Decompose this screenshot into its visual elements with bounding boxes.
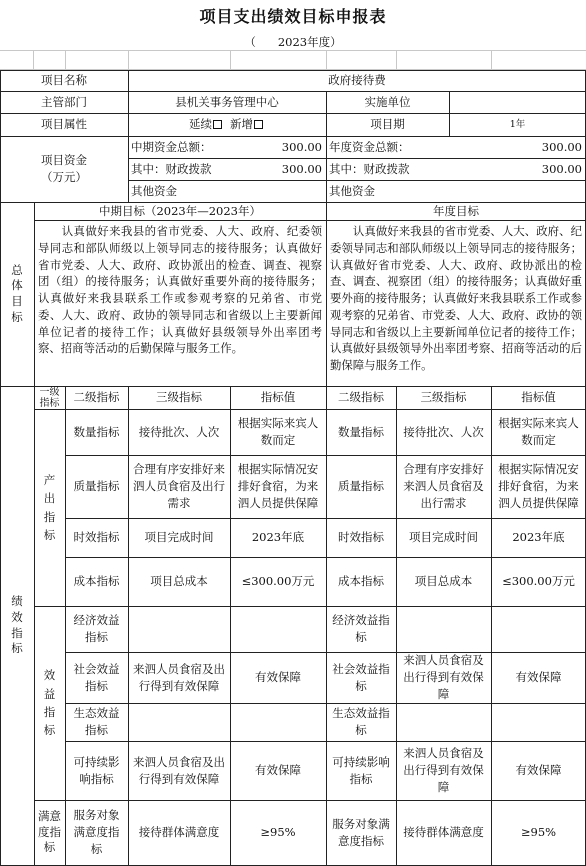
- project-name-value: 政府接待费: [328, 73, 386, 88]
- attr-continue-checkbox[interactable]: [213, 120, 222, 129]
- year-fiscal-value: 300.00: [541, 161, 582, 176]
- attr-continue-label: 延续: [189, 117, 212, 132]
- indicator-value-left: ≥95%: [260, 825, 296, 840]
- dept-value: 县机关事务管理中心: [175, 94, 279, 109]
- indicator-level2-left: 质量指标: [73, 479, 120, 494]
- indicator-level3-right: 合理有序安排好来泗人员食宿及出行需求: [403, 462, 484, 510]
- period-value: 1年: [509, 118, 526, 130]
- year-goal-text: 认真做好来我县的省市党委、人大、政府、纪委领导同志和部队师级以上领导同志的接待服务；认真做好省市党委、人大、政府、政协派出的检查、调查、视察团（组）的接待服务；认真做好重要外商的接待服务；认真做好来我县联系工作或参观考察的兄弟省、市党委、人大、政府、政协的领导同志和省级以上主要新闻单位记者的接待工作；认真做好县级领导外出率团考察、招商等活动的后勤保障与服务工作。: [330, 224, 582, 373]
- goals-side-label: [0, 202, 34, 386]
- indicator-level2-left: 社会效益指标: [73, 661, 120, 693]
- fund-label-line1: 项目资金: [41, 153, 87, 168]
- indicator-level3-left: 接待群体满意度: [138, 825, 220, 840]
- indicator-level2-right: 服务对象满意度指标: [332, 816, 390, 848]
- indicator-value-left: 有效保障: [255, 763, 301, 778]
- indicator-level2-left: 可持续影响指标: [73, 754, 120, 786]
- indicator-level3-left: 合理有序安排好来泗人员食宿及出行需求: [133, 462, 225, 510]
- attr-new-label: 新增: [230, 117, 253, 132]
- goals-side-char: 体: [11, 278, 23, 293]
- attr-new-checkbox[interactable]: [254, 120, 263, 129]
- indicator-value-right: [491, 606, 586, 652]
- other-mid-label: 其他资金: [131, 183, 177, 198]
- perf-side-char: 指: [11, 625, 23, 640]
- header-level2-left: 二级指标: [73, 390, 120, 405]
- indicator-level3-right: 项目完成时间: [409, 530, 478, 545]
- indicator-value-left: 2023年底: [251, 530, 305, 545]
- header-level3-right: 三级指标: [420, 390, 467, 405]
- period-label: 项目期: [370, 117, 405, 132]
- indicator-level2-right: 经济效益指标: [332, 613, 390, 644]
- indicator-value-left: [230, 703, 326, 741]
- indicator-level2-left: 成本指标: [73, 574, 120, 589]
- indicator-level3-right: 接待群体满意度: [403, 825, 484, 840]
- other-year-label: 其他资金: [329, 183, 375, 198]
- fund-label-line2: （万元）: [41, 170, 87, 184]
- indicator-level3-right: 接待批次、人次: [403, 424, 484, 439]
- indicator-level2-left: 服务对象满意度指标: [73, 808, 120, 856]
- year-line: [0, 33, 586, 51]
- indicator-value-left: 根据实际情况安排好食宿，为来泗人员提供保障: [237, 462, 319, 510]
- indicator-level3-right: 来泗人员食宿及出行得到有效保障: [403, 653, 484, 701]
- goals-side-char: 目: [11, 294, 23, 308]
- impl-value: [449, 91, 586, 113]
- year-text: 2023年度: [277, 34, 331, 49]
- fund-label: [0, 136, 128, 202]
- project-name-label: 项目名称: [41, 73, 87, 88]
- perf-side-char: 绩: [11, 594, 23, 609]
- year-goal-header: 年度目标: [433, 203, 479, 218]
- group-benefit: 效益指标: [43, 668, 56, 738]
- mid-fiscal-label: 其中：财政拨款: [131, 161, 212, 176]
- indicator-level3-left: [128, 606, 230, 652]
- page-title: 项目支出绩效目标申报表: [199, 6, 387, 26]
- indicator-value-left: 有效保障: [255, 670, 301, 685]
- indicator-value-right: 根据实际情况安排好食宿，为来泗人员提供保障: [498, 462, 579, 510]
- indicator-level2-left: 数量指标: [73, 424, 120, 439]
- header-value-right: 指标值: [521, 390, 556, 405]
- dept-label: 主管部门: [41, 94, 87, 109]
- year-total-label: 年度资金总额：: [329, 139, 410, 154]
- indicator-level2-left: 生态效益指标: [73, 706, 120, 737]
- indicator-value-right: 有效保障: [515, 670, 562, 685]
- indicator-value-left: 根据实际来宾人数而定: [237, 416, 319, 447]
- indicator-level2-right: 数量指标: [338, 424, 384, 439]
- indicator-value-right: ≤300.00万元: [502, 574, 575, 589]
- indicator-level2-right: 时效指标: [338, 530, 384, 545]
- perf-side-label: [0, 386, 34, 865]
- indicator-level2-right: 质量指标: [338, 479, 384, 494]
- indicator-level3-left: 项目总成本: [150, 574, 208, 589]
- mid-goal-text: 认真做好来我县的省市党委、人大、政府、纪委领导同志和部队师级以上领导同志的接待服务；认真做好省市党委、人大、政府、政协派出的检查、调查、视察团（组）的接待服务；认真做好重要外商的接待服务；认真做好来我县联系工作或参观考察的兄弟省、市党委、人大、政府、政协的领导同志和省级以上主要新闻单位记者的接待工作；认真做好县级领导外出率团考察、招商等活动的后勤保障与服务工作。: [38, 224, 322, 356]
- indicator-value-right: ≥95%: [520, 825, 557, 840]
- year-paren-close: ）: [330, 34, 342, 49]
- indicator-level3-right: 项目总成本: [414, 574, 473, 589]
- indicator-level2-left: 时效指标: [73, 530, 120, 545]
- indicator-value-right: 根据实际来宾人数而定: [498, 416, 579, 447]
- indicator-level3-left: 来泗人员食宿及出行得到有效保障: [133, 754, 225, 786]
- attr-label: 项目属性: [41, 117, 87, 132]
- indicator-level3-left: [128, 703, 230, 741]
- impl-label: 实施单位: [364, 94, 411, 109]
- indicator-level3-left: 来泗人员食宿及出行得到有效保障: [133, 661, 225, 693]
- indicator-value-left: ≤300.00万元: [241, 574, 315, 589]
- goals-side-char: 标: [11, 309, 23, 324]
- goals-side-char: 总: [11, 262, 23, 277]
- header-value-left: 指标值: [260, 390, 296, 405]
- year-total-value: 300.00: [541, 139, 582, 154]
- year-fiscal-label: 其中：财政拨款: [329, 161, 410, 176]
- mid-goal-header: 中期目标（2023年—2023年）: [98, 203, 262, 218]
- attr-options: [128, 113, 326, 136]
- indicator-level3-left: 接待批次、人次: [138, 424, 220, 439]
- indicator-level3-right: [396, 703, 491, 741]
- indicator-value-right: 2023年底: [512, 530, 565, 545]
- year-paren-open: （: [244, 34, 256, 49]
- indicator-level2-right: 生态效益指标: [332, 706, 390, 737]
- indicator-level3-right: [396, 606, 491, 652]
- mid-total-value: 300.00: [281, 139, 322, 154]
- header-level1: 一级指标: [39, 386, 60, 409]
- header-level3-left: 三级指标: [156, 390, 202, 405]
- indicator-value-left: [230, 606, 326, 652]
- indicator-level2-right: 成本指标: [338, 574, 384, 589]
- indicator-level2-left: 经济效益指标: [73, 613, 120, 644]
- indicator-level3-right: 来泗人员食宿及出行得到有效保障: [403, 746, 484, 794]
- indicator-level3-left: 项目完成时间: [144, 530, 214, 545]
- group-satisfaction: 满意度指标: [38, 809, 61, 855]
- header-level2-right: 二级指标: [338, 390, 384, 405]
- group-output: 产出指标: [43, 472, 56, 542]
- indicator-level2-right: 可持续影响指标: [332, 754, 390, 786]
- perf-side-char: 效: [11, 609, 23, 624]
- indicator-value-right: 有效保障: [515, 763, 562, 778]
- indicator-value-right: [491, 703, 586, 741]
- mid-total-label: 中期资金总额：: [131, 139, 212, 154]
- perf-side-char: 标: [11, 641, 23, 656]
- indicator-level2-right: 社会效益指标: [332, 661, 390, 693]
- mid-fiscal-value: 300.00: [281, 161, 322, 176]
